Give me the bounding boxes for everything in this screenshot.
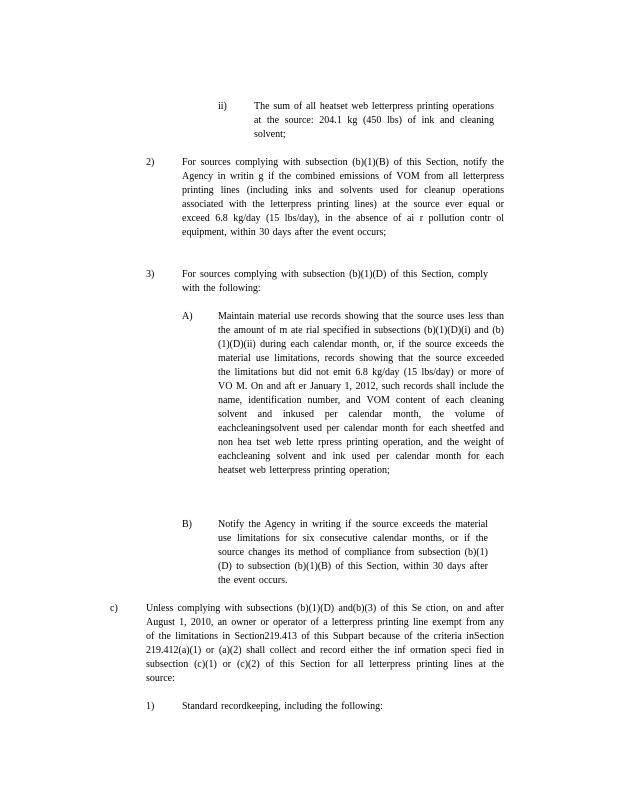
item-marker: c) bbox=[110, 603, 118, 614]
item-text: For sources complying with subsection (b)(1)(B) of this Section, notify the Agency in writin g if the combined emissions of VOM from all letterpress printing lines (including inks and solvents used for cleanup operations associated with the letterpress printing lines) at the source ever equal or exceed 6.8 kg/day (15 lbs/day), in the absence of ai r pollution contr ol equipment, within 30 days after the event occurs; bbox=[182, 157, 504, 238]
item-text: The sum of all heatset web letterpress printing operations at the source: 204.1 kg (450 lbs) of ink and cleaning solvent; bbox=[254, 101, 494, 140]
item-marker: A) bbox=[182, 311, 193, 322]
item-marker: 3) bbox=[146, 269, 155, 280]
item-text: Unless complying with subsections (b)(1)(D) and(b)(3) of this Se ction, on and after August 1, 2010, an owner or operator of a letterpress printing line exempt from any of the limitations in Section219.413 of this Subpart because of the criteria inSection 219.412(a)(1) or (a)(2) shall collect and record either the inf ormation speci fied in subsection (c)(1) or (c)(2) of this Section for all letterpress printing lines at the source: bbox=[146, 603, 504, 684]
item-text: Notify the Agency in writing if the source exceeds the material use limitations for six consecutive calendar months, or if the source changes its method of compliance from subsection (b)(1)(D) to subsection (b)(1)(B) of this Section, within 30 days after the event occurs. bbox=[218, 519, 488, 586]
item-text: Maintain material use records showing that the source uses less than the amount of m ate rial specified in subsections (b)(1)(D)(i) and (b)(1)(D)(ii) during each calendar month, or, if the source exceeds the material use limitations, records showing that the source exceeded the limitations but did not emit 6.8 kg/day (15 lbs/day) or more of VO M. On and aft er January 1, 2012, such records shall include the name, identification number, and VOM content of each cleaning solvent and inkused per calendar month, the volume of eachcleaningsolvent used per calendar month for each sheetfed and non hea tset web lette rpress printing operation, and the weight of eachcleaning solvent and ink used per calendar month for each heatset web letterpress printing operation; bbox=[218, 311, 504, 476]
item-text: For sources complying with subsection (b)(1)(D) of this Section, comply with the following: bbox=[182, 269, 488, 294]
item-marker: B) bbox=[182, 519, 192, 530]
item-marker: ii) bbox=[218, 101, 227, 112]
item-marker: 1) bbox=[146, 701, 155, 712]
item-marker: 2) bbox=[146, 157, 155, 168]
item-text: Standard recordkeeping, including the following: bbox=[182, 701, 383, 712]
